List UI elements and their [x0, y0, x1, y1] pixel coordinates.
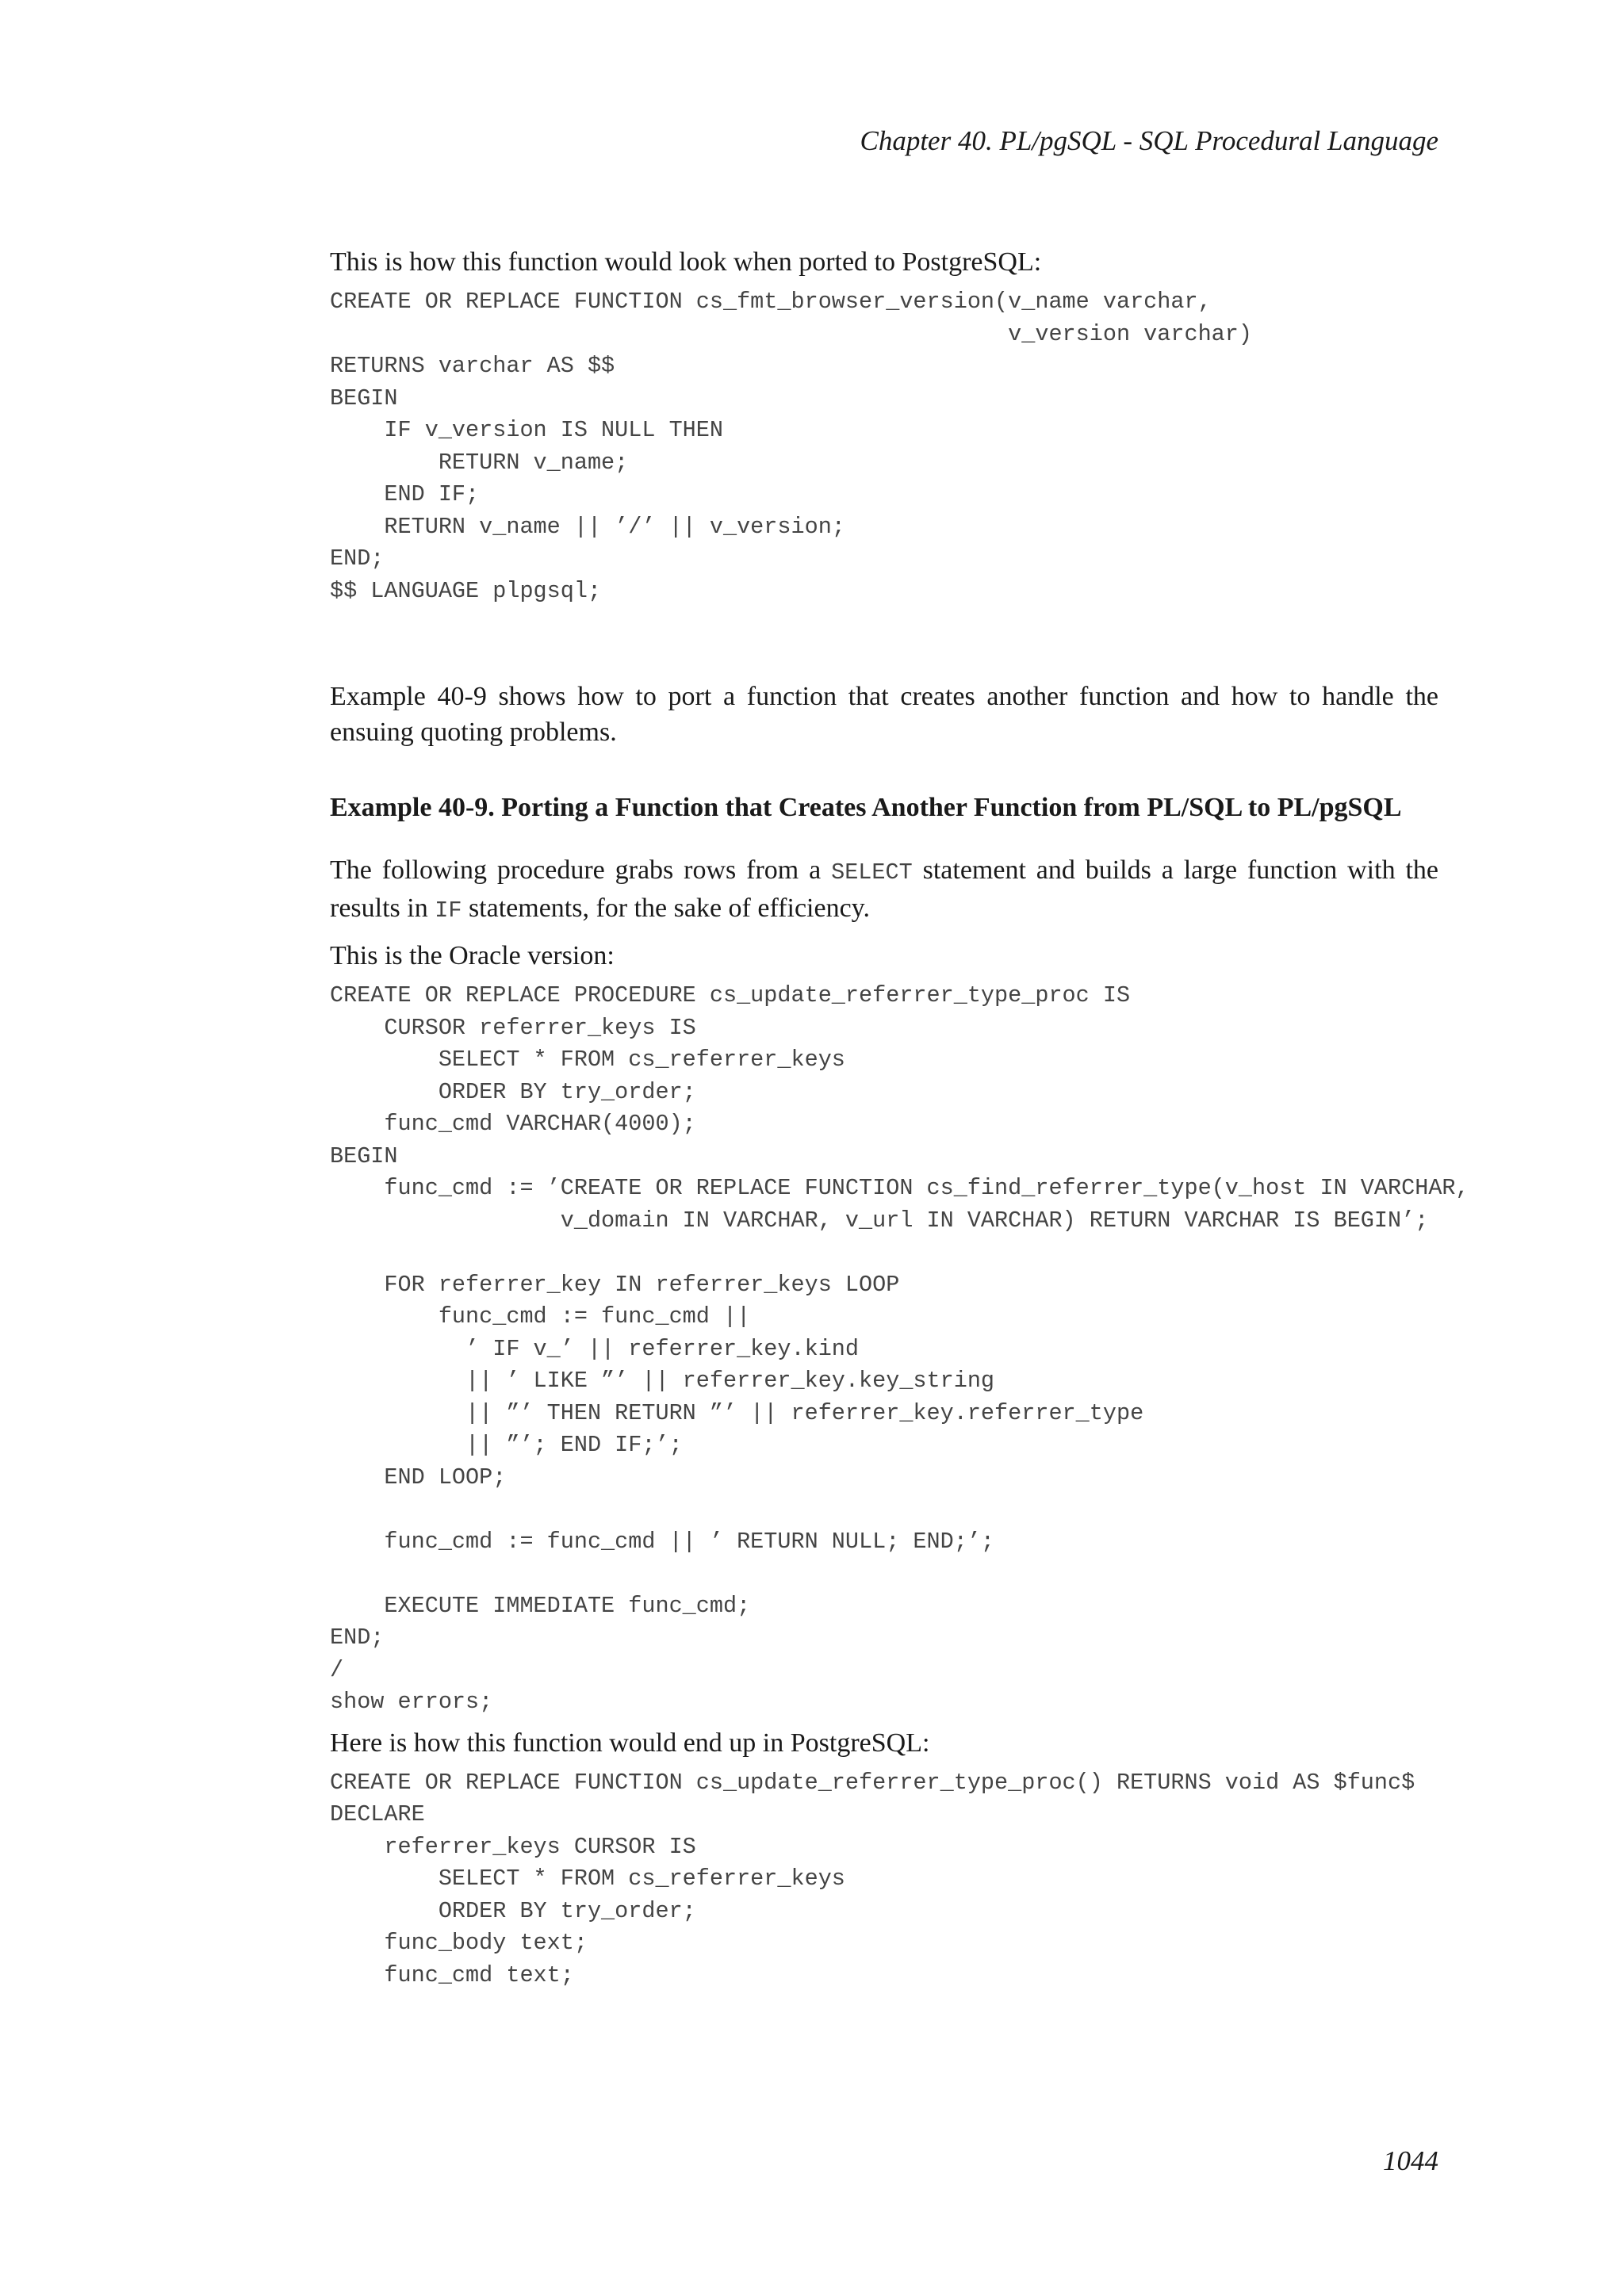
- inline-code-select: SELECT: [831, 859, 913, 886]
- code-block-postgres: CREATE OR REPLACE FUNCTION cs_update_referrer_type_proc() RETURNS void AS $func$ DECLARE referrer_keys CURSOR IS SELECT * FROM cs_referrer_keys ORDER BY try_order; func_body text; func_cmd text;: [330, 1769, 1415, 1988]
- procedure-text-part-2: statement and builds a large function with the results in: [330, 855, 1438, 923]
- procedure-description-paragraph: [330, 852, 1438, 928]
- intro-postgres-paragraph: Here is how this function would end up in PostgreSQL:: [330, 1728, 930, 1758]
- page-number: 1044: [1383, 2145, 1438, 2176]
- intro-ported-paragraph: This is how this function would look when ported to PostgreSQL:: [330, 247, 1042, 277]
- intro-oracle-paragraph: This is the Oracle version:: [330, 941, 615, 970]
- running-header: Chapter 40. PL/pgSQL - SQL Procedural Language: [860, 125, 1438, 156]
- procedure-text-part-3: statements, for the sake of efficiency.: [462, 894, 870, 923]
- inline-code-if: IF: [435, 897, 462, 924]
- code-block-ported: CREATE OR REPLACE FUNCTION cs_fmt_browser_version(v_name varchar, v_version varchar) RETURNS varchar AS $$ BEGIN IF v_version IS NULL THEN RETURN v_name; END IF; RETURN v_name || ’/’ || v_version; END; $$ LANGUAGE plpgsql;: [330, 289, 1252, 604]
- example-reference-paragraph: Example 40-9 shows how to port a function that creates another function and how to handle the ensuing quoting problems.: [330, 682, 1438, 747]
- procedure-text-part-1: The following procedure grabs rows from a: [330, 855, 832, 885]
- code-block-oracle: CREATE OR REPLACE PROCEDURE cs_update_referrer_type_proc IS CURSOR referrer_keys IS SELECT * FROM cs_referrer_keys ORDER BY try_order; func_cmd VARCHAR(4000); BEGIN func_cmd := ’CREATE OR REPLACE FUNCTION cs_find_referrer_type(v_host IN VARCHAR, v_domain IN VARCHAR, v_url IN VARCHAR) RETURN VARCHAR IS BEGIN’; FOR referrer_key IN referrer_keys LOOP func_cmd := func_cmd || ’ IF v_’ || referrer_key.kind || ’ LIKE ”’ || referrer_key.key_string || ”’ THEN RETURN ”’ || referrer_key.referrer_type || ”’; END IF;’; END LOOP; func_cmd := func_cmd || ’ RETURN NULL; END;’; EXECUTE IMMEDIATE func_cmd; END; / show errors;: [330, 982, 1469, 1715]
- example-title: Example 40-9. Porting a Function that Creates Another Function from PL/SQL to PL/pgSQL: [330, 793, 1402, 822]
- page-content: [330, 244, 1469, 1992]
